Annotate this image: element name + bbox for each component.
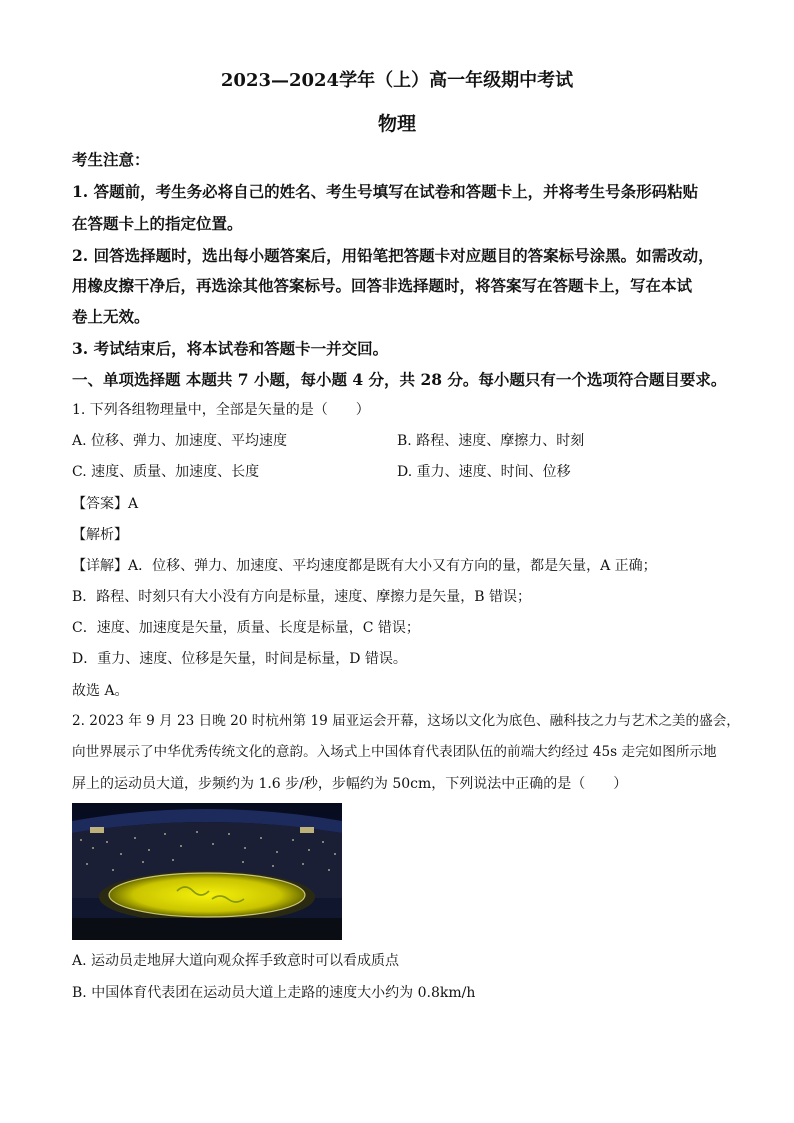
q1-option-c: C. 速度、质量、加速度、长度 (72, 464, 260, 480)
q1-analysis-label: 【解析】 (72, 527, 128, 543)
q1-conclusion: 故选 A。 (72, 683, 129, 699)
q1-detail-1: 【详解】A．位移、弹力、加速度、平均速度都是既有大小又有方向的量，都是矢量，A 正确； (72, 558, 657, 574)
q1-option-b: B. 路程、速度、摩擦力、时刻 (397, 433, 585, 449)
notice-line-4: 用橡皮擦干净后，再选涂其他答案标号。回答非选择题时，将答案写在答题卡上，写在本试 (72, 276, 693, 295)
notice-line-6: 3. 考试结束后，将本试卷和答题卡一并交回。 (72, 339, 389, 358)
notice-line-1: 1. 答题前，考生务必将自己的姓名、考生号填写在试卷和答题卡上，并将考生号条形码粘贴 (72, 182, 699, 201)
section-heading: 一、单项选择题 本题共 7 小题，每小题 4 分，共 28 分。每小题只有一个选项符合题目要求。 (72, 370, 727, 389)
q1-stem: 1. 下列各组物理量中，全部是矢量的是（ ） (72, 402, 370, 418)
notice-line-2: 在答题卡上的指定位置。 (72, 214, 243, 233)
q1-detail-3: C．速度、加速度是矢量，质量、长度是标量，C 错误； (72, 620, 420, 636)
q1-option-d: D. 重力、速度、时间、位移 (397, 464, 571, 480)
stadium-opening-ceremony-photo (72, 803, 342, 940)
q1-detail-2: B．路程、时刻只有大小没有方向是标量，速度、摩擦力是矢量，B 错误； (72, 589, 532, 605)
q1-answer: 【答案】A (72, 496, 139, 512)
q2-option-a: A. 运动员走地屏大道向观众挥手致意时可以看成质点 (72, 953, 400, 969)
notice-heading: 考生注意： (72, 150, 150, 169)
exam-title: 2023—2024学年（上）高一年级期中考试 (220, 70, 574, 91)
subject-title: 物理 (377, 113, 416, 135)
q2-stem-line-1: 2. 2023 年 9 月 23 日晚 20 时杭州第 19 届亚运会开幕，这场以文化为底色、融科技之力与艺术之美的盛会， (72, 713, 740, 729)
q1-detail-4: D．重力、速度、位移是矢量，时间是标量，D 错误。 (72, 651, 407, 667)
notice-line-3: 2. 回答选择题时，选出每小题答案后，用铅笔把答题卡对应题目的答案标号涂黑。如需改动， (72, 246, 714, 265)
q2-stem-line-2: 向世界展示了中华优秀传统文化的意韵。入场式上中国体育代表团队伍的前端大约经过 45s 走完如图所示地 (72, 744, 717, 760)
q1-option-a: A. 位移、弹力、加速度、平均速度 (72, 433, 288, 449)
q2-option-b: B. 中国体育代表团在运动员大道上走路的速度大小约为 0.8km/h (72, 985, 476, 1001)
notice-line-5: 卷上无效。 (72, 307, 150, 326)
q2-stem-line-3: 屏上的运动员大道，步频约为 1.6 步/秒，步幅约为 50cm，下列说法中正确的是（ ） (72, 776, 628, 792)
